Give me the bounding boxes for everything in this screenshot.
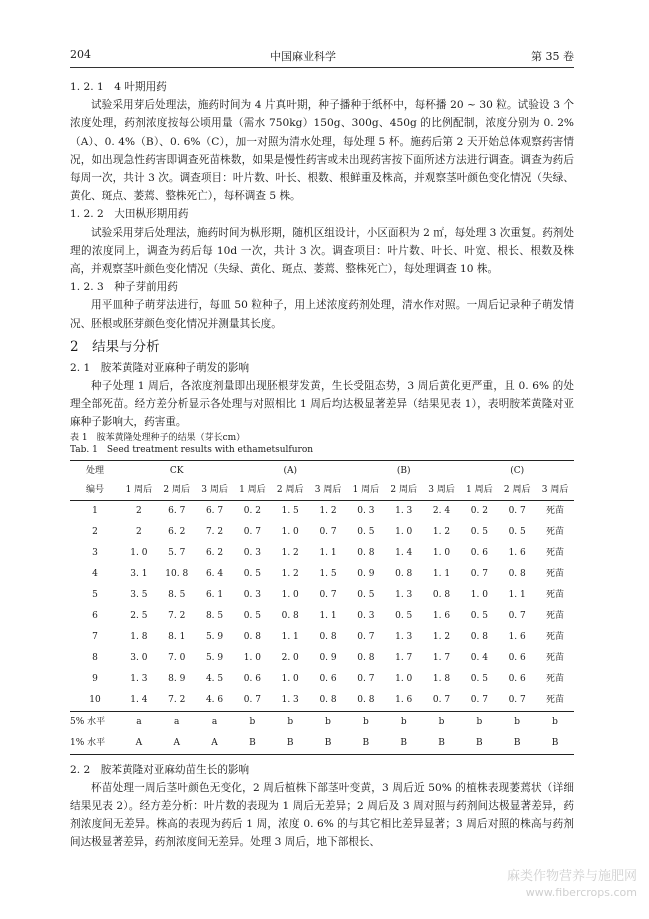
- table-cell: 死苗: [546, 548, 565, 559]
- table-cell: 0. 3: [357, 611, 375, 622]
- table-cell: 2. 4: [432, 506, 451, 517]
- table-cell: 3. 0: [130, 653, 148, 664]
- heading-2-2: 2. 2 胺苯黄隆对亚麻幼苗生长的影响: [70, 763, 250, 776]
- table-cell: 0. 5: [470, 527, 488, 538]
- row-label-cell: 1% 水平: [70, 733, 120, 755]
- paragraph-1-2-3: 用平皿种子萌芽法进行，每皿 50 粒种子，用上述浓度药剂处理，清水作对照。一周后记录种子萌发情况、胚根或胚芽颜色变化情况并测量其长度。: [70, 299, 574, 330]
- table-cell: A: [120, 733, 158, 755]
- table-cell: 0. 5: [508, 527, 526, 538]
- table-cell: 0. 7: [432, 695, 451, 706]
- table-row: [70, 585, 574, 606]
- table-cell: 1. 0: [281, 590, 299, 601]
- table-row: [70, 627, 574, 648]
- heading-1-2-3: 1. 2. 3 种子芽前用药: [70, 281, 178, 294]
- table-cell: b: [385, 711, 423, 733]
- row-label-cell: 7: [92, 632, 98, 643]
- table-cell: 0. 8: [319, 632, 337, 643]
- table-cell: 0. 8: [319, 695, 337, 706]
- table-cell: b: [233, 711, 271, 733]
- table-cell: B: [309, 733, 347, 755]
- table-cell: 6. 2: [168, 527, 186, 538]
- site-watermark: [507, 869, 637, 901]
- table-caption-cn: 表 1 胺苯黄隆处理种子的结果（芽长cm）: [70, 432, 246, 443]
- table-cell: 1. 6: [508, 632, 526, 643]
- table-cell: 1. 3: [395, 632, 413, 643]
- table-cell: 0. 7: [508, 611, 526, 622]
- week-header: 2 周后: [158, 481, 196, 501]
- table-cell: 1. 5: [319, 569, 337, 580]
- table-cell: 死苗: [546, 632, 565, 643]
- table-cell: 0. 2: [470, 506, 488, 517]
- table-cell: 0. 2: [243, 506, 261, 517]
- week-header: 2 周后: [498, 481, 536, 501]
- table-cell: 0. 7: [319, 590, 337, 601]
- week-header: 3 周后: [196, 481, 234, 501]
- table-cell: 1. 2: [319, 506, 337, 517]
- table-cell: a: [196, 711, 234, 733]
- article-body: [70, 78, 574, 852]
- table-row: [70, 690, 574, 712]
- table-cell: B: [233, 733, 271, 755]
- week-header: 1 周后: [460, 481, 498, 501]
- table-cell: 0. 4: [470, 653, 488, 664]
- table-cell: 1. 8: [130, 632, 148, 643]
- table-cell: 1. 3: [395, 590, 413, 601]
- paragraph-1-2-1: 试验采用芽后处理法，施药时间为 4 片真叶期，种子播种于纸杯中，每杯播 20 ~ 30 粒。试验设 3 个浓度处理，药剂浓度按每公顷用量（需水 750kg）150g、300g、450g 的比例配制，浓度分别为 0. 2%（A）、0. 4%（B）、0. 6%（C），加一对照为清水处理，每处理 5 杯。施药后第 2 天开始总体观察药害情况，如出现急性药害即调查死苗株数，如果是慢性药害或未出现药害按下面所述方法进行调查。调查为药后每周一次，共计 3 次。调查项目：叶片数、叶长、根数、根鲜重及株高，并观察茎叶颜色变化情况（失绿、黄化、斑点、萎蔫、整株死亡），每杯调查 5 株。: [70, 99, 574, 203]
- significance-row: [70, 733, 574, 755]
- table-cell: 死苗: [546, 569, 565, 580]
- table-cell: 1. 3: [130, 674, 148, 685]
- table-cell: 0. 7: [470, 695, 488, 706]
- group-header: (A): [233, 460, 346, 481]
- table-cell: 死苗: [546, 590, 565, 601]
- table-cell: 6. 4: [205, 569, 224, 580]
- row-label-header: 处理: [70, 460, 120, 481]
- table-cell: 0. 6: [319, 674, 337, 685]
- table-cell: 1. 7: [432, 653, 451, 664]
- week-header: 2 周后: [385, 481, 423, 501]
- table-cell: b: [536, 711, 574, 733]
- table-cell: 0. 8: [357, 653, 375, 664]
- table-cell: 7. 2: [168, 611, 186, 622]
- table-cell: 0. 8: [281, 611, 299, 622]
- table-cell: 0. 7: [243, 695, 261, 706]
- table-cell: 8. 5: [205, 611, 224, 622]
- table-cell: B: [460, 733, 498, 755]
- row-label-header: 编号: [70, 481, 120, 501]
- table-cell: 0. 8: [357, 548, 375, 559]
- table-cell: 2. 5: [130, 611, 148, 622]
- table-cell: 1. 7: [395, 653, 413, 664]
- significance-row: [70, 711, 574, 733]
- page-number: 204: [70, 48, 91, 61]
- table-cell: 1. 0: [470, 590, 488, 601]
- table-cell: A: [158, 733, 196, 755]
- table-cell: 0. 5: [357, 590, 375, 601]
- watermark-url: www.fibercrops.com: [525, 886, 637, 899]
- paragraph-2-2: 杯苗处理一周后茎叶颜色无变化，2 周后植株下部茎叶变黄，3 周后近 50% 的植株表现萎蔫状（详细结果见表 2）。经方差分析：叶片数的表现为 1 周后无差异；2 周后及 3 周对照与药剂间达极显著差异，药剂浓度间无差异。株高的表现为药后 1 周，浓度 0. 6% 的与其它相比差异显著；3 周后对照的株高与药剂间达极显著差异，药剂浓度间无差异。处理 3 周后，地下部根长、: [70, 781, 574, 849]
- week-header: 3 周后: [423, 481, 461, 501]
- table-cell: 0. 7: [243, 527, 261, 538]
- table-cell: B: [347, 733, 385, 755]
- table-cell: 死苗: [546, 695, 565, 706]
- table-cell: 6. 1: [205, 590, 224, 601]
- table-cell: 0. 5: [243, 611, 261, 622]
- table-cell: 1. 0: [243, 653, 261, 664]
- week-header: 1 周后: [233, 481, 271, 501]
- row-label-cell: 4: [92, 569, 98, 580]
- row-label-cell: 2: [92, 527, 98, 538]
- table-row: [70, 500, 574, 522]
- table-cell: 4. 5: [205, 674, 224, 685]
- table-cell: 7. 2: [205, 527, 224, 538]
- table-cell: 5. 9: [205, 653, 224, 664]
- group-header: CK: [120, 460, 233, 481]
- table-cell: B: [385, 733, 423, 755]
- table-row: [70, 669, 574, 690]
- table-cell: b: [460, 711, 498, 733]
- table-cell: B: [423, 733, 461, 755]
- paragraph-1-2-2: 试验采用芽后处理法，施药时间为枞形期，随机区组设计，小区面积为 2 ㎡，每处理 3 次重复。药剂处理的浓度同上，调查为药后每 10d 一次，共计 3 次。调查项目：叶片数、叶长、叶宽、根长、根数及株高，并观察茎叶颜色变化情况（失绿、黄化、斑点、萎蔫、整株死亡），每处理调查 10 株。: [70, 226, 574, 276]
- table-cell: 0. 8: [243, 632, 261, 643]
- table-cell: 1. 0: [130, 548, 148, 559]
- table-cell: 0. 3: [243, 548, 261, 559]
- table-row: [70, 564, 574, 585]
- table-cell: 1. 0: [281, 527, 299, 538]
- running-header: [70, 48, 574, 66]
- watermark-title: 麻类作物营养与施肥网: [506, 869, 637, 884]
- table-cell: 4. 6: [205, 695, 224, 706]
- table-cell: 死苗: [546, 653, 565, 664]
- table-cell: 死苗: [546, 674, 565, 685]
- table-cell: 0. 7: [508, 695, 526, 706]
- journal-title: 中国麻业科学: [270, 50, 336, 63]
- table-cell: 1. 0: [395, 527, 413, 538]
- table-cell: 0. 5: [470, 674, 488, 685]
- row-label-cell: 5: [92, 590, 98, 601]
- table-cell: 1. 1: [432, 569, 451, 580]
- table-cell: 死苗: [546, 506, 565, 517]
- table-cell: 0. 5: [470, 611, 488, 622]
- table-row: [70, 606, 574, 627]
- table-row: [70, 543, 574, 564]
- week-header: 3 周后: [309, 481, 347, 501]
- heading-1-2-1: 1. 2. 1 4 叶期用药: [70, 81, 167, 93]
- table-cell: 6. 2: [205, 548, 224, 559]
- table-cell: 5. 9: [205, 632, 224, 643]
- table-cell: a: [158, 711, 196, 733]
- table-cell: A: [196, 733, 234, 755]
- table-cell: 1. 6: [508, 548, 526, 559]
- table-cell: 8. 5: [168, 590, 186, 601]
- table-row: [70, 648, 574, 669]
- table-cell: 3. 5: [130, 590, 148, 601]
- table-cell: b: [347, 711, 385, 733]
- table-cell: 1. 1: [508, 590, 526, 601]
- table-cell: 1. 3: [395, 506, 413, 517]
- table-cell: 1. 2: [281, 548, 299, 559]
- table-cell: 0. 7: [508, 506, 526, 517]
- week-header: 1 周后: [347, 481, 385, 501]
- table-cell: 7. 2: [168, 695, 186, 706]
- table-cell: 0. 5: [395, 611, 413, 622]
- table-cell: 0. 8: [395, 569, 413, 580]
- week-header: 1 周后: [120, 481, 158, 501]
- table-cell: 0. 8: [508, 569, 526, 580]
- table-cell: 0. 5: [243, 569, 261, 580]
- table-cell: 0. 7: [357, 632, 375, 643]
- row-label-cell: 9: [92, 674, 98, 685]
- table-cell: 1. 1: [319, 548, 337, 559]
- table-cell: 8. 1: [168, 632, 186, 643]
- table-cell: 1. 2: [432, 527, 451, 538]
- table-cell: 1. 5: [281, 506, 299, 517]
- table-cell: 死苗: [546, 527, 565, 538]
- heading-2-1: 2. 1 胺苯黄隆对亚麻种子萌发的影响: [70, 361, 250, 374]
- table-cell: 0. 9: [319, 653, 337, 664]
- header-rule: [70, 67, 574, 68]
- table-cell: 1. 1: [281, 632, 299, 643]
- heading-1-2-2: 1. 2. 2 大田枞形期用药: [70, 208, 189, 221]
- week-header: 2 周后: [271, 481, 309, 501]
- table-cell: B: [271, 733, 309, 755]
- table-cell: 3. 1: [130, 569, 148, 580]
- table-cell: B: [536, 733, 574, 755]
- table-cell: 0. 6: [508, 674, 526, 685]
- table-row: [70, 522, 574, 543]
- table-cell: b: [309, 711, 347, 733]
- table-cell: 1. 1: [319, 611, 337, 622]
- table-cell: 1. 4: [395, 548, 413, 559]
- table-body: [70, 500, 574, 754]
- row-label-cell: 8: [92, 653, 98, 664]
- table-cell: 0. 5: [357, 527, 375, 538]
- row-label-cell: 5% 水平: [70, 711, 120, 733]
- table-cell: b: [271, 711, 309, 733]
- paragraph-2-1: 种子处理 1 周后，各浓度剂量即出现胚根芽发黄，生长受阻态势，3 周后黄化更严重，且 0. 6% 的处理全部死苗。经方差分析显示各处理与对照相比 1 周后均达极显著差异（结果见表 1），表明胺苯黄隆对亚麻种子影响大，药害重。: [70, 380, 574, 429]
- group-header: (C): [460, 460, 574, 481]
- table-cell: 1. 2: [281, 569, 299, 580]
- table-cell: 0. 7: [319, 527, 337, 538]
- table-cell: 8. 9: [168, 674, 186, 685]
- table-cell: 2. 0: [281, 653, 299, 664]
- table-cell: 0. 6: [508, 653, 526, 664]
- table-cell: 10. 8: [165, 569, 189, 580]
- table-cell: 1. 8: [432, 674, 451, 685]
- table-cell: 0. 7: [470, 569, 488, 580]
- table-cell: 1. 2: [432, 632, 451, 643]
- group-header: (B): [347, 460, 460, 481]
- table-cell: 1. 0: [395, 674, 413, 685]
- table-cell: 0. 3: [357, 506, 375, 517]
- table-cell: b: [498, 711, 536, 733]
- row-label-cell: 1: [92, 506, 98, 517]
- table-caption-en: Tab. 1 Seed treatment results with ethametsulfuron: [70, 445, 314, 456]
- table-cell: 0. 9: [357, 569, 375, 580]
- table-cell: 0. 6: [470, 548, 488, 559]
- table-cell: 2: [136, 506, 142, 517]
- table-cell: 死苗: [546, 611, 565, 622]
- table-cell: 7. 0: [168, 653, 186, 664]
- table-cell: 5. 7: [168, 548, 186, 559]
- table-cell: 0. 8: [432, 590, 451, 601]
- table-cell: 1. 0: [281, 674, 299, 685]
- table-cell: a: [120, 711, 158, 733]
- table-cell: 1. 0: [432, 548, 451, 559]
- table-cell: 1. 4: [130, 695, 148, 706]
- row-label-cell: 6: [92, 611, 98, 622]
- table-cell: 0. 8: [357, 695, 375, 706]
- table-cell: 6. 7: [168, 506, 186, 517]
- row-label-cell: 3: [92, 548, 98, 559]
- table-cell: 1. 3: [281, 695, 299, 706]
- table-cell: 1. 6: [432, 611, 451, 622]
- volume-label: 第 35 卷: [531, 50, 574, 63]
- table-cell: 0. 6: [243, 674, 261, 685]
- table-cell: 2: [136, 527, 142, 538]
- heading-2: 2 结果与分析: [70, 338, 160, 355]
- row-label-cell: 10: [89, 695, 101, 706]
- table-cell: B: [498, 733, 536, 755]
- table-cell: 0. 8: [470, 632, 488, 643]
- table-cell: b: [423, 711, 461, 733]
- table-cell: 6. 7: [205, 506, 224, 517]
- seed-treatment-table: [70, 460, 574, 755]
- table-cell: 0. 7: [357, 674, 375, 685]
- table-cell: 1. 6: [395, 695, 413, 706]
- table-cell: 0. 3: [243, 590, 261, 601]
- week-header: 3 周后: [536, 481, 574, 501]
